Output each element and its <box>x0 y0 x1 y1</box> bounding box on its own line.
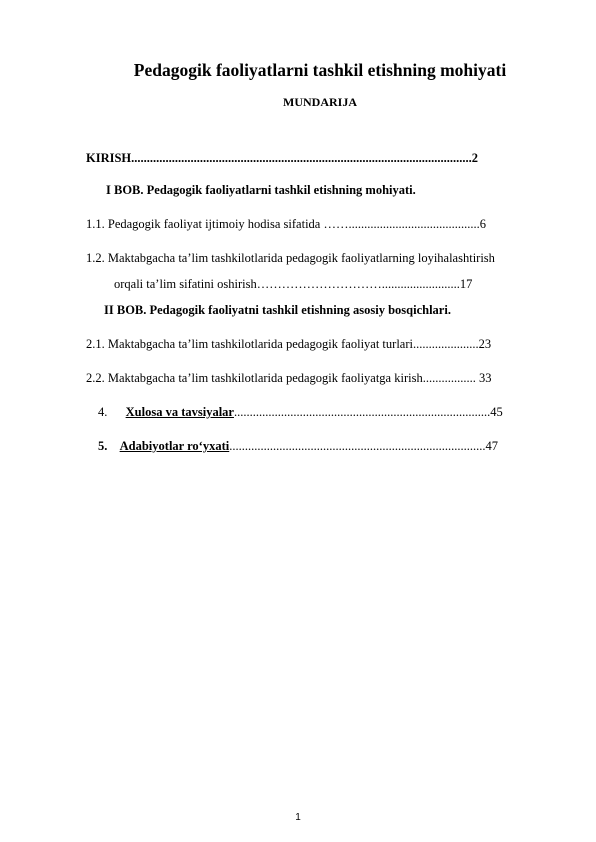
toc-entry-2-2: 2.2. Maktabgacha ta’lim tashkilotlarida pedagogik faoliyatga kirish................. 33 <box>86 371 492 385</box>
toc-entry-5-number: 5. <box>98 439 108 453</box>
toc-entry-4 <box>98 404 503 420</box>
toc-heading: MUNDARIJA <box>283 95 357 109</box>
toc-chapter-2: II BOB. Pedagogik faoliyatni tashkil etishning asosiy bosqichlari. <box>104 303 451 317</box>
toc-entry-5 <box>98 438 498 454</box>
toc-entry-kirish: KIRISH.............................................................................................................2 <box>86 151 479 165</box>
toc-entry-5-leader: ..................................................................................47 <box>229 439 498 453</box>
toc-chapter-1: I BOB. Pedagogik faoliyatlarni tashkil etishning mohiyati. <box>106 183 416 197</box>
toc-entry-4-label: Xulosa va tavsiyalar <box>125 405 234 419</box>
toc-entry-1-2-continued: orqali ta’lim sifatini oshirish………………………….........................17 <box>114 277 473 291</box>
toc-entry-4-leader: ..................................................................................45 <box>233 405 503 419</box>
toc-entry-2-1: 2.1. Maktabgacha ta’lim tashkilotlarida pedagogik faoliyat turlari.....................23 <box>86 337 492 351</box>
document-title: Pedagogik faoliyatlarni tashkil etishning mohiyati <box>133 60 507 80</box>
toc-entry-1-2: 1.2. Maktabgacha ta’lim tashkilotlarida pedagogik faoliyatlarning loyihalashtirish <box>86 251 495 265</box>
toc-entry-4-number: 4. <box>98 405 108 419</box>
toc-entry-1-1: 1.1. Pedagogik faoliyat ijtimoiy hodisa sifatida ……..........................................6 <box>86 217 486 231</box>
page-number: 1 <box>295 812 301 823</box>
toc-entry-5-label: Adabiyotlar ro‘yxati <box>119 439 230 453</box>
